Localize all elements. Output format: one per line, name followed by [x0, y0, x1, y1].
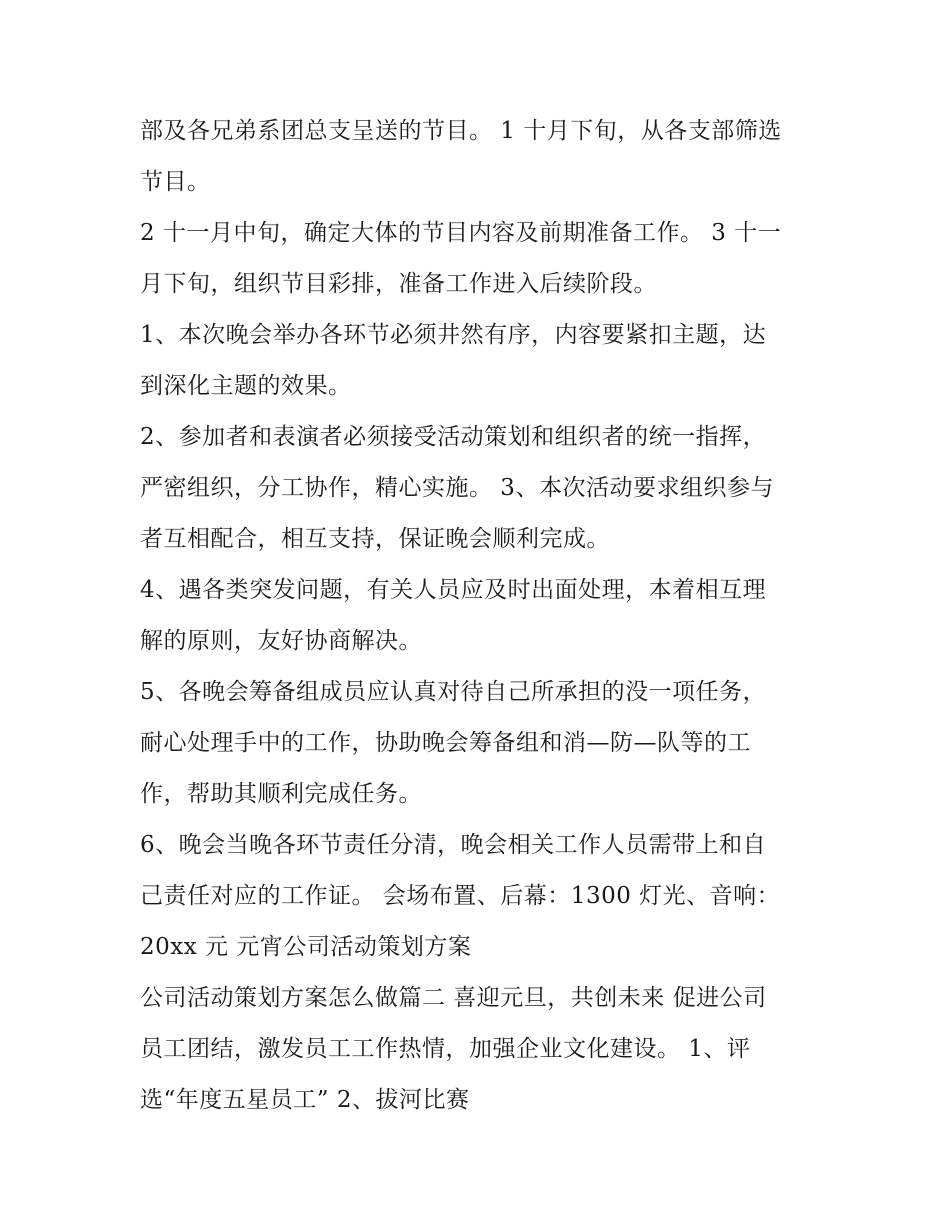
- text-line: 解的原则，友好协商解决。: [140, 628, 422, 654]
- text-line: 4、遇各类突发问题，有关人员应及时出面处理，本着相互理: [140, 577, 767, 603]
- text-line: 选“年度五星员工” 2、拔河比赛: [140, 1087, 470, 1113]
- text-line: 员工团结，激发员工工作热情，加强企业文化建设。 1、评: [140, 1036, 751, 1062]
- text-line: 部及各兄弟系团总支呈送的节目。 1 十月下旬，从各支部筛选: [140, 118, 782, 144]
- text-line: 作，帮助其顺利完成任务。: [140, 781, 422, 807]
- text-line: 20xx 元 元宵公司活动策划方案: [140, 934, 472, 960]
- text-line: 5、各晚会筹备组成员应认真对待自己所承担的没一项任务，: [140, 679, 767, 705]
- text-line: 6、晚会当晚各环节责任分清，晚会相关工作人员需带上和自: [140, 832, 767, 858]
- text-line: 己责任对应的工作证。 会场布置、后幕：1300 灯光、音响：: [140, 883, 781, 909]
- text-line: 2、参加者和表演者必须接受活动策划和组织者的统一指挥，: [140, 424, 767, 450]
- text-line: 1、本次晚会举办各环节必须井然有序，内容要紧扣主题，达: [140, 322, 767, 348]
- text-line: 到深化主题的效果。: [140, 373, 352, 399]
- text-line: 者互相配合，相互支持，保证晚会顺利完成。: [140, 526, 610, 552]
- text-line: 严密组织，分工协作，精心实施。 3、本次活动要求组织参与: [140, 475, 774, 501]
- text-line: 公司活动策划方案怎么做篇二 喜迎元旦，共创未来 促进公司: [140, 985, 767, 1011]
- text-line: 耐心处理手中的工作，协助晚会筹备组和消—防—队等的工: [140, 730, 751, 756]
- document-body: [140, 106, 820, 1126]
- text-line: 2 十一月中旬，确定大体的节目内容及前期准备工作。 3 十一: [140, 220, 782, 246]
- text-line: 节目。: [140, 169, 211, 195]
- text-line: 月下旬，组织节目彩排，准备工作进入后续阶段。: [140, 271, 657, 297]
